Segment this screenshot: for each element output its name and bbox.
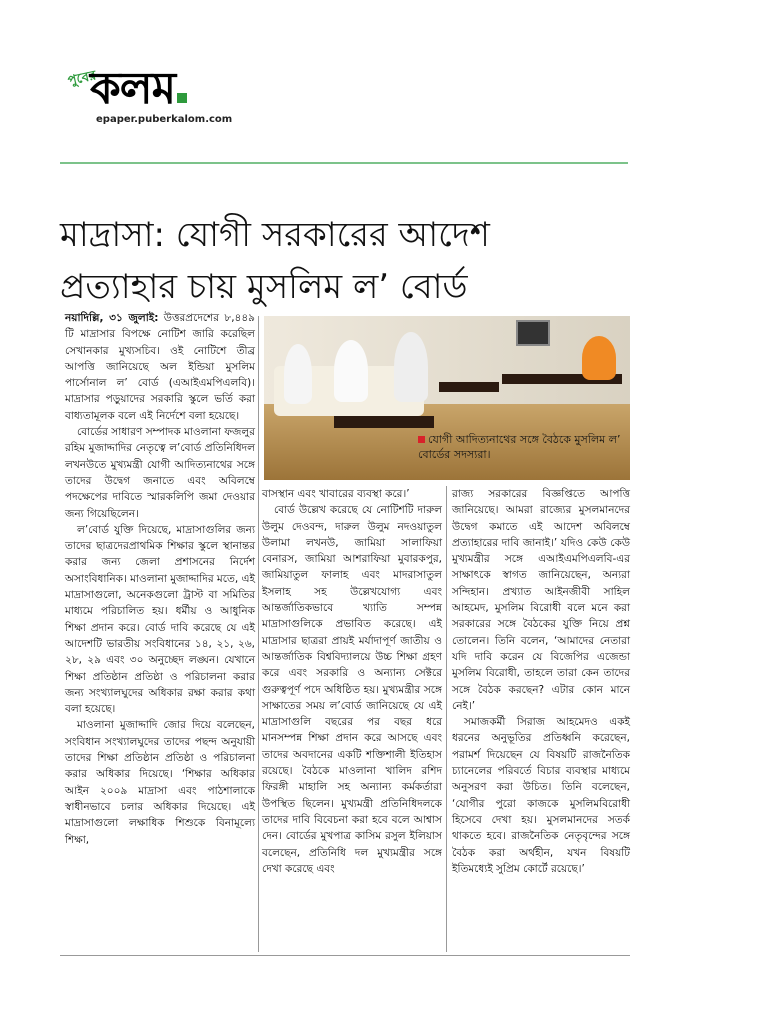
article-column-1 xyxy=(65,310,255,848)
logo-wordmark-text: কলম xyxy=(90,63,175,114)
headline-line-2: প্রত্যাহার চায় মুসলিম ল’ বোর্ড xyxy=(60,266,468,307)
logo-prefix: পুবের xyxy=(66,68,98,89)
column-divider xyxy=(446,486,447,952)
article-column-2 xyxy=(262,486,442,877)
dateline: নয়াদিল্লি, ৩১ জুলাই: xyxy=(65,312,159,324)
article-paragraph: রাজ্য সরকারের বিজ্ঞপ্তিতে আপত্তি জানিয়েছে। আমরা রাজ্যের মুসলমানদের উদ্বেগ কমাতে এই আদেশ অবিলম্বে প্রত্যাহারের দাবি জানাই।’ যদিও কেউ কেউ মুখ্যমন্ত্রীর সঙ্গে এআইএমপিএলবি-এর সাক্ষাৎকে স্বাগত জানিয়েছেন, অন্যরা সন্দিহান। প্রখ্যাত আইনজীবী সাহিল আহমেদ, মুসলিম বিরোধী বলে মনে করা সরকারের সঙ্গে বৈঠকের যুক্তি নিয়ে প্রশ্ন তোলেন। তিনি বলেন, ‘আমাদের নেতারা যদি দাবি করেন যে বিজেপির এজেন্ডা মুসলিম বিরোধী, তাহলে তারা কেন তাদের সঙ্গে বৈঠক করছেন? এটার কোন মানে নেই।’ xyxy=(452,488,630,712)
headline-line-1: মাদ্রাসা: যোগী সরকারের আদেশ xyxy=(60,214,490,255)
logo-green-square-icon xyxy=(177,93,187,103)
masthead-divider xyxy=(60,162,628,164)
article-paragraph: মাওলানা মুজাদ্দাদি জোর দিয়ে বলেছেন, সংবিধান সংখ্যালঘুদের তাদের পছন্দ অনুযায়ী তাদের শিক্ষা প্রতিষ্ঠান প্রতিষ্ঠা ও পরিচালনা করার অধিকার দিয়েছে। ‘শিক্ষার অধিকার আইন ২০০৯ মাদ্রাসা এবং পাঠশালাকে স্বাধীনভাবে চলার অধিকার দিয়েছে। এই মাদ্রাসাগুলো লক্ষাধিক শিশুকে বিনামূল্যে শিক্ষা, xyxy=(65,719,255,846)
logo-wordmark xyxy=(90,63,262,114)
photo-caption: যোগী আদিত্যনাথের সঙ্গে বৈঠকে মুসলিম ল’ বোর্ডের সদস্যরা। xyxy=(418,433,621,461)
page-bottom-rule xyxy=(60,955,630,956)
article-paragraph: সমাজকর্মী সিরাজ আহমেদও একই ধরনের অনুভূতির প্রতিধ্বনি করেছেন, পরামর্শ দিয়েছেন যে বিষয়টি রাজনৈতিক চ্যানেলের পরিবর্তে বিচার ব্যবস্থার মাধ্যমে অনুসরণ করা উচিত। তিনি বলেছেন, ‘যোগীর পুরো কাজকে মুসলিমবিরোধী হিসেবে দেখা হয়। মুসলমানদের সতর্ক থাকতে হবে। রাজনৈতিক নেতৃবৃন্দের সঙ্গে বৈঠক করা অর্থহীন, যখন বিষয়টি ইতিমধ্যেই সুপ্রিম কোর্টে রয়েছে।’ xyxy=(452,716,630,875)
column-divider xyxy=(258,316,259,952)
article-column-3 xyxy=(452,486,630,877)
masthead xyxy=(60,62,250,132)
article-paragraph: বোর্ড উল্লেখ করেছে যে নোটিশটি দারুল উলুম দেওবন্দ, দারুল উলুম নদওয়াতুল উলামা লখনউ, জামিয়া সালাফিয়া বেনারস, জামিয়া আশরাফিয়া মুবারকপুর, জামিয়াতুল ফালাহ এবং মাদরাসাতুল ইসলাহ সহ উল্লেখযোগ্য এবং আন্তর্জাতিকভাবে খ্যাতি সম্পন্ন মাদ্রাসাগুলিকে প্রভাবিত করেছে। এই মাদ্রাসার ছাত্ররা প্রায়ই মর্যাদাপূর্ণ জাতীয় ও আন্তর্জাতিক বিশ্ববিদ্যালয়ে উচ্চ শিক্ষা গ্রহণ করে এবং সরকারি ও অন্যান্য সেক্টরে গুরুত্বপূর্ণ পদে অধিষ্ঠিত হয়। মুখ্যমন্ত্রীর সঙ্গে সাক্ষাতের সময় ল’বোর্ড জানিয়েছে যে এই মাদ্রাসাগুলি বছরের পর বছর ধরে মানসম্পন্ন শিক্ষা প্রদান করে আসছে এবং তাদের অবদানের একটি শক্তিশালী ইতিহাস রয়েছে। বৈঠকে মাওলানা খালিদ রশিদ ফিরঙ্গী মাহালি সহ অন্যান্য কর্মকর্তারা উপস্থিত ছিলেন। মুখ্যমন্ত্রী প্রতিনিধিদলকে তাদের দাবি বিবেচনা করা হবে বলে আশ্বাস দেন। বোর্ডের মুখপাত্র কাসিম রসুল ইলিয়াস বলেছেন, প্রতিনিধি দল মুখ্যমন্ত্রীর সঙ্গে দেখা করেছে এবং xyxy=(262,504,442,875)
article-paragraph: বাসস্থান এবং খাবারের ব্যবস্থা করে।’ xyxy=(262,488,410,500)
article-paragraph: ল’বোর্ড যুক্তি দিয়েছে, মাদ্রাসাগুলির জন্য তাদের ছাত্রদেরপ্রাথমিক শিক্ষার স্কুলে স্থানান্তর করার জন্য জেলা প্রশাসনের নির্দেশ অসাংবিধানিক। মাওলানা মুজাদ্দাদির মতে, এই মাদ্রাসাগুলো, অনেকগুলো ট্রাস্ট বা সমিতির মাধ্যমে পরিচালিত হয়। ধর্মীয় ও আধুনিক শিক্ষা প্রদান করে। বোর্ড দাবি করেছে যে এই আদেশটি ভারতীয় সংবিধানের ১৪, ২১, ২৬, ২৮, ২৯ এবং ৩০ অনুচ্ছেদ লঙ্ঘন। যেখানে শিক্ষা প্রতিষ্ঠান প্রতিষ্ঠা ও পরিচালনা করার জন্য সংখ্যালঘুদের অধিকার রক্ষা করার কথা বলা হয়েছে। xyxy=(65,523,255,716)
headline xyxy=(60,209,630,313)
caption-marker-icon xyxy=(418,436,425,443)
article-paragraph: বোর্ডের সাধারণ সম্পাদক মাওলানা ফজলুর রহিম মুজাদ্দাদির নেতৃত্বে ল’বোর্ড প্রতিনিধিদল লখনউতে মুখ্যমন্ত্রী যোগী আদিত্যনাথের সঙ্গে তাদের উদ্বেগ জনাতে এবং অবিলম্বে পদক্ষেপের দাবিতে স্মারকলিপি জমা দেওয়ার জন্য গিয়েছিলেন। xyxy=(65,426,255,520)
article-paragraph: নয়াদিল্লি, ৩১ জুলাই: উত্তরপ্রদেশের ৮,৪৪৯ টি মাদ্রাসার বিপক্ষে নোটিশ জারি করেছিল সেখানকার মুখ্যসচিব। ওই নোটিশে তীব্র আপত্তি জানিয়েছে অল ইন্ডিয়া মুসলিম পার্সোনাল ল’ বোর্ড (এআইএমপিএলবি)। মাদ্রাসার পড়ুয়াদের সরকারি স্কুলে ভর্তি করা বাধ্যতামূলক বলে এই নির্দেশে বলা হয়েছে। xyxy=(65,312,255,422)
epaper-url[interactable]: epaper.puberkalom.com xyxy=(96,114,233,125)
